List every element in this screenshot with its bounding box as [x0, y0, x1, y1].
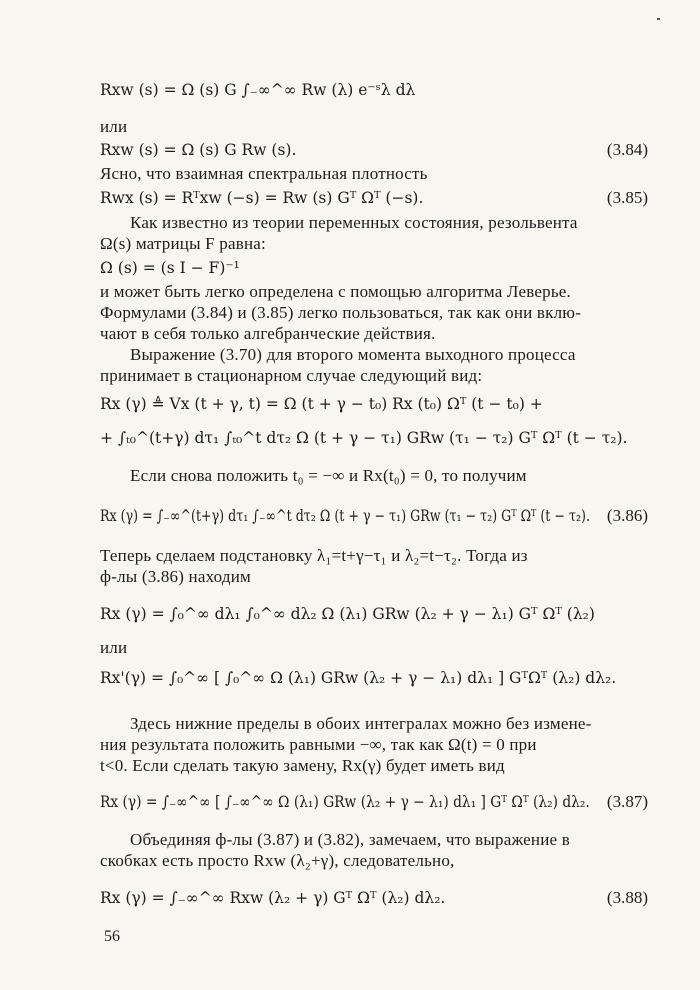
- text-line: Как известно из теории переменных состояния, резольвента: [130, 213, 578, 232]
- equation-number: (3.85): [606, 188, 648, 207]
- equation-number: (3.87): [606, 792, 648, 811]
- text-line: t<0. Если сделать такую замену, Rx(γ) будет иметь вид: [100, 756, 505, 775]
- equation-3-87: Rx (γ) = ∫₋∞^∞ [ ∫₋∞^∞ Ω (λ₁) GRw (λ₂ + γ − λ₁) dλ₁ ] Gᵀ Ωᵀ (λ₂) dλ₂.: [100, 793, 590, 811]
- page-number: 56: [104, 928, 120, 945]
- equation-3-88: Rx (γ) = ∫₋∞^∞ Rxw (λ₂ + γ) Gᵀ Ωᵀ (λ₂) dλ₂.: [100, 889, 446, 907]
- equation-number: (3.88): [606, 888, 648, 907]
- equation-3-85: Rwx (s) = Rᵀxw (−s) = Rw (s) Gᵀ Ωᵀ (−s).: [100, 189, 424, 207]
- text-line: Теперь сделаем подстановку λ₁=t+γ−τ₁ и λ₂=t−τ₂. Тогда из: [100, 546, 528, 565]
- text-line: Ω(s) матрицы F равна:: [100, 234, 266, 253]
- text-line: Здесь нижние пределы в обоих интегралах можно без измене-: [130, 714, 592, 733]
- text-line: Ясно, что взаимная спектральная плотность: [100, 164, 428, 183]
- equation-second-moment-cont: + ∫ₜ₀^(t+γ) dτ₁ ∫ₜ₀^t dτ₂ Ω (t + γ − τ₁) GRw (τ₁ − τ₂) Gᵀ Ωᵀ (t − τ₂).: [100, 429, 628, 447]
- equation-bracketed: Rx'(γ) = ∫₀^∞ [ ∫₀^∞ Ω (λ₁) GRw (λ₂ + γ − λ₁) dλ₁ ] GᵀΩᵀ (λ₂) dλ₂.: [100, 669, 617, 687]
- text-line: Если снова положить t₀ = −∞ и Rx(t₀) = 0, то получим: [130, 466, 527, 485]
- text-line: чают в себя только алгебранческие действия.: [100, 324, 436, 343]
- equation-substitution: Rx (γ) = ∫₀^∞ dλ₁ ∫₀^∞ dλ₂ Ω (λ₁) GRw (λ₂ + γ − λ₁) Gᵀ Ωᵀ (λ₂): [100, 605, 595, 623]
- text-line: или: [100, 117, 128, 136]
- text-line: Объединяя ф-лы (3.87) и (3.82), замечаем, что выражение в: [130, 830, 570, 849]
- equation-number: (3.84): [606, 140, 648, 159]
- equation-number: (3.86): [606, 506, 648, 525]
- text-line: Выражение (3.70) для второго момента выходного процесса: [130, 345, 576, 364]
- equation-second-moment: Rx (γ) ≜ Vx (t + γ, t) = Ω (t + γ − t₀) Rx (t₀) Ωᵀ (t − t₀) +: [100, 395, 543, 413]
- equation-3-84: Rxw (s) = Ω (s) G Rw (s).: [100, 141, 297, 159]
- text-line: ния результата положить равными −∞, так как Ω(t) = 0 при: [100, 735, 537, 754]
- text-line: принимает в стационарном случае следующий вид:: [100, 366, 483, 385]
- print-speck: [657, 18, 660, 20]
- text-line: ф-лы (3.86) находим: [100, 567, 251, 586]
- equation-rxw-integral: Rxw (s) = Ω (s) G ∫₋∞^∞ Rw (λ) e⁻ˢλ dλ: [100, 81, 416, 99]
- text-line: или: [100, 638, 128, 657]
- text-line: и может быть легко определена с помощью алгоритма Леверье.: [100, 282, 572, 301]
- text-line: Формулами (3.84) и (3.85) легко пользоваться, так как они вклю-: [100, 303, 582, 322]
- equation-3-86: Rx (γ) = ∫₋∞^(t+γ) dτ₁ ∫₋∞^t dτ₂ Ω (t + γ − τ₁) GRw (τ₁ − τ₂) Gᵀ Ωᵀ (t − τ₂).: [100, 507, 590, 525]
- text-line: скобках есть просто Rxw (λ₂+γ), следовательно,: [100, 851, 455, 870]
- equation-resolvent: Ω (s) = (s I − F)⁻¹: [100, 259, 240, 277]
